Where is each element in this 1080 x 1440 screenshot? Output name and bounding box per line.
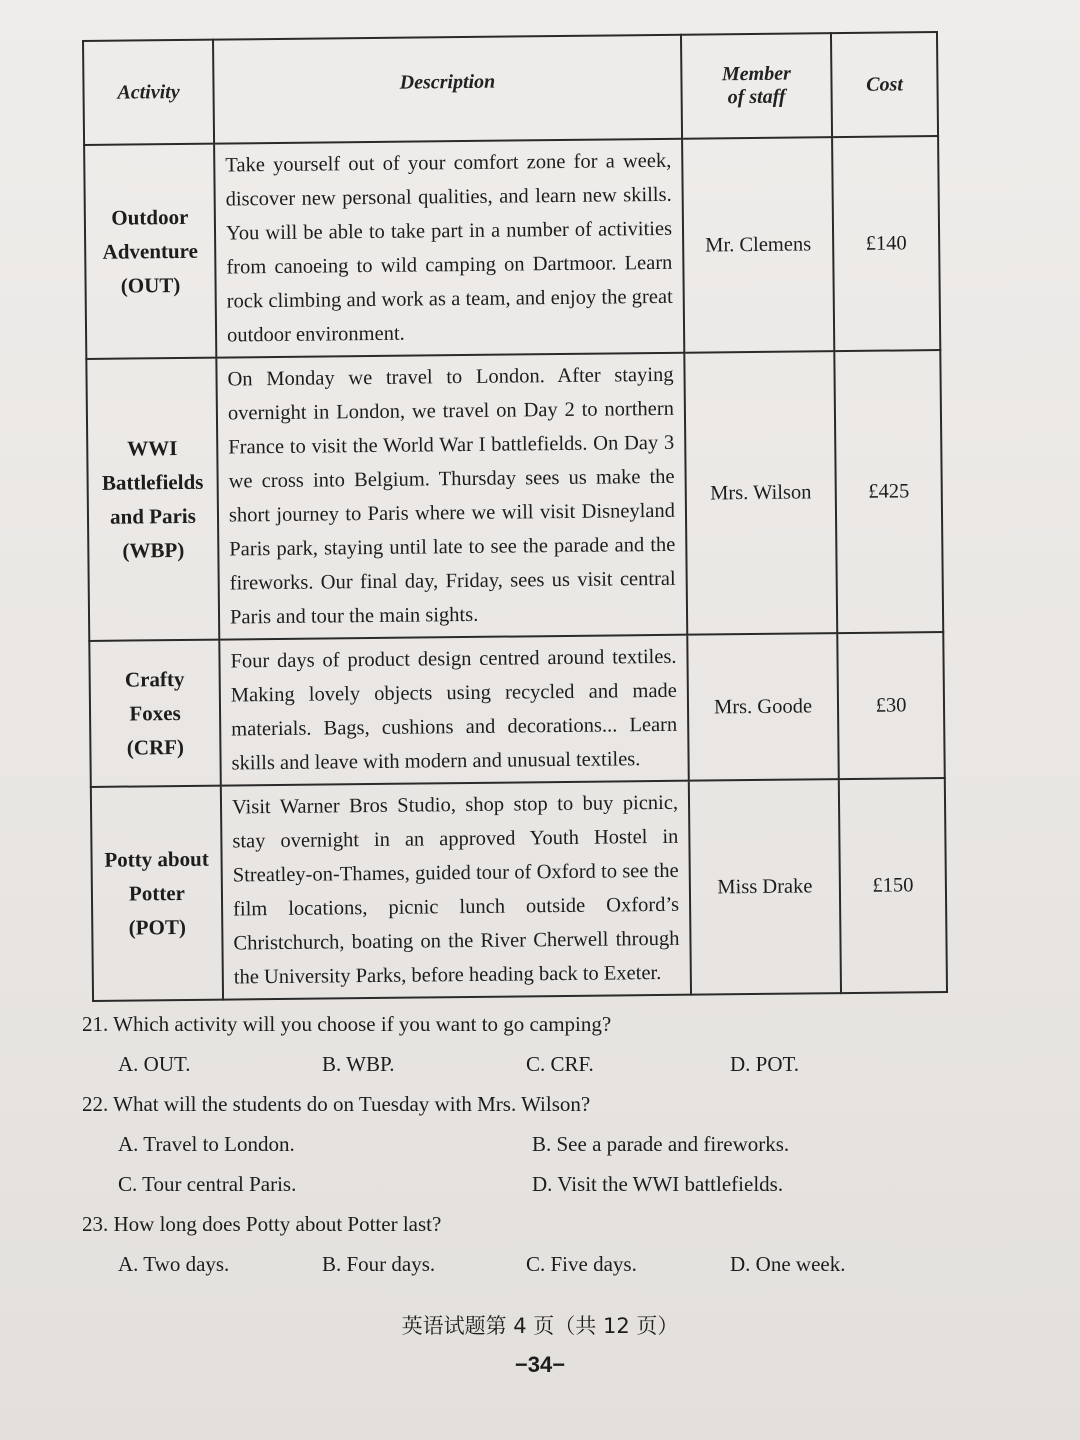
activity-name-line: WWI <box>127 436 178 461</box>
option-c: C. CRF. <box>526 1052 594 1076</box>
option-b: B. Four days. <box>322 1252 436 1276</box>
activity-name-crf <box>89 640 221 787</box>
option-b: B. See a parade and fireworks. <box>532 1132 790 1156</box>
activity-description-wbp: On Monday we travel to London. After staying overnight in London, we travel on Day 2 to northern France to visit the World War I battlefields. On Day 3 we cross into Belgium. Thursday sees us make the short journey to Paris where we will visit Disneyland Paris park, staying until late to see the parade and the fireworks. Our final day, Friday, sees us visit central Paris and tour the main sights. <box>216 353 687 640</box>
table-row <box>86 350 943 641</box>
activity-name-pot <box>91 786 223 1001</box>
activity-name-wbp <box>86 358 219 641</box>
question-text: How long does Potty about Potter last? <box>113 1212 442 1236</box>
activity-header: Activity <box>83 40 214 145</box>
activity-name-line: Potty about <box>104 846 209 872</box>
footer-page-title: 英语试题第 4 页（共 12 页） <box>401 1314 679 1338</box>
question-text: What will the students do on Tuesday with Mrs. Wilson? <box>113 1092 591 1116</box>
option-c: C. Five days. <box>526 1252 637 1276</box>
question-23 <box>82 1204 962 1244</box>
activity-name-line: (POT) <box>128 914 186 940</box>
question-number: 23. <box>82 1212 109 1236</box>
cost-pot: £150 <box>839 778 947 993</box>
footer-page-number: −34− <box>514 1352 566 1377</box>
question-text: Which activity will you choose if you want to go camping? <box>113 1012 612 1036</box>
question-21 <box>82 1004 962 1044</box>
staff-member-wbp: Mrs. Wilson <box>684 351 837 635</box>
activity-name-line: (OUT) <box>120 272 181 298</box>
option-a: A. Two days. <box>118 1252 230 1276</box>
staff-member-crf: Mrs. Goode <box>687 633 839 781</box>
question-22 <box>82 1084 962 1124</box>
staff-member-pot: Miss Drake <box>689 779 841 995</box>
option-d: D. One week. <box>730 1252 846 1276</box>
cost-out: £140 <box>832 136 940 351</box>
member-header-line2: of staff <box>727 85 786 109</box>
cost-crf: £30 <box>837 632 945 779</box>
description-header: Description <box>213 35 682 144</box>
option-c: C. Tour central Paris. <box>118 1172 297 1196</box>
questions-section <box>82 1004 962 1284</box>
activity-description-out: Take yourself out of your comfort zone for a week, discover new personal qualities, and learn new skills. You will be able to take part in a number of activities from canoeing to wild camping on Dartmoor. Learn rock climbing and work as a team, and enjoy the great outdoor environment. <box>214 139 684 358</box>
activities-table <box>82 31 948 1002</box>
activity-name-line: (CRF) <box>126 734 185 760</box>
activity-name-line: Foxes <box>129 701 181 726</box>
question-23-options <box>82 1244 962 1284</box>
member-of-staff-header <box>681 33 832 139</box>
activity-name-line: Potter <box>128 880 186 906</box>
cost-wbp: £425 <box>834 350 943 633</box>
question-22-options-row1 <box>82 1124 962 1164</box>
activity-description-pot: Visit Warner Bros Studio, shop stop to buy picnic, stay overnight in an approved Youth Hostel in Streatley-on-Thames, guided tour of Oxford to see the film locations, picnic lunch outside Oxford’s Christchurch, boating on the River Cherwell through the University Parks, before heading back to Exeter. <box>221 781 691 1000</box>
table-row <box>84 136 940 359</box>
table-row <box>89 632 944 787</box>
activity-name-line: Crafty <box>124 666 185 692</box>
option-a: A. Travel to London. <box>118 1132 295 1156</box>
question-22-options-row2 <box>82 1164 962 1204</box>
option-d: D. POT. <box>730 1052 800 1076</box>
staff-member-out: Mr. Clemens <box>682 137 834 353</box>
activity-name-line: and Paris <box>109 503 196 529</box>
cost-header: Cost <box>831 32 938 137</box>
activity-name-line: Battlefields <box>101 469 204 495</box>
activity-name-line: (WBP) <box>122 537 185 563</box>
option-b: B. WBP. <box>322 1052 395 1076</box>
activity-name-line: Adventure <box>102 238 198 264</box>
question-number: 22. <box>82 1092 109 1116</box>
activity-name-line: Outdoor <box>111 204 189 230</box>
member-header-line1: Member <box>721 62 791 86</box>
table-header-row <box>83 32 938 145</box>
option-d: D. Visit the WWI battlefields. <box>532 1172 784 1196</box>
activity-description-crf: Four days of product design centred around textiles. Making lovely objects using recycled and made materials. Bags, cushions and decorations... Learn skills and leave with modern and unusual textiles. <box>219 635 689 786</box>
activity-name-out <box>84 144 216 359</box>
table-row <box>91 778 947 1001</box>
question-number: 21. <box>82 1012 109 1036</box>
question-21-options <box>82 1044 962 1084</box>
option-a: A. OUT. <box>118 1052 191 1076</box>
